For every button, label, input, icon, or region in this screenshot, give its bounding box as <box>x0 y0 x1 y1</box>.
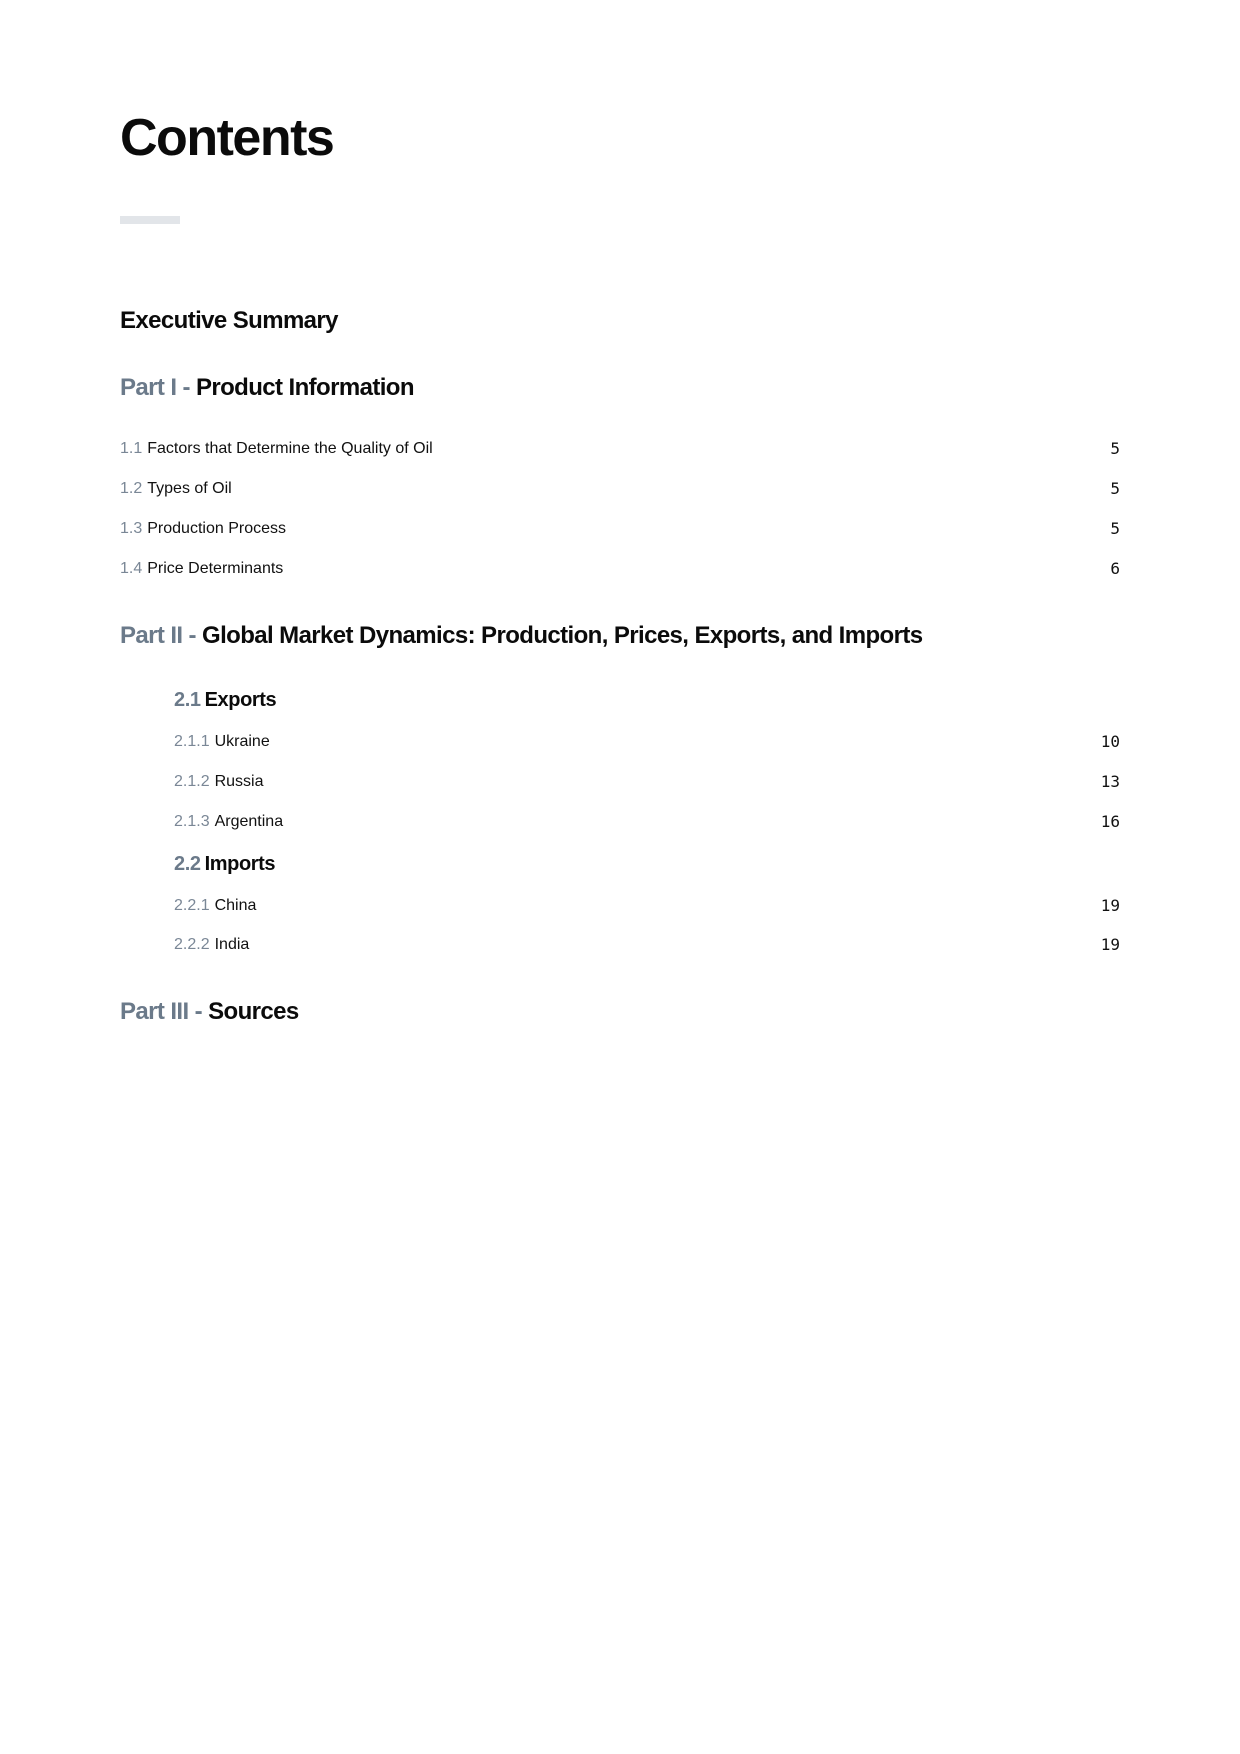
entry-page-number: 19 <box>1100 935 1120 954</box>
entry-label: Price Determinants <box>147 560 284 577</box>
entry-number: 1.3 <box>120 520 143 537</box>
part-prefix: Part I - <box>120 374 190 401</box>
entry-label: India <box>214 936 250 953</box>
section-title: Exports <box>204 689 277 711</box>
toc-executive-summary[interactable]: Executive Summary <box>120 307 338 334</box>
entry-number: 1.4 <box>120 560 143 577</box>
section-number: 2.2 <box>174 853 201 875</box>
toc-entry[interactable] <box>174 730 1120 754</box>
toc-entry[interactable] <box>174 933 1120 957</box>
toc-entry[interactable] <box>174 894 1120 918</box>
section-number: 2.1 <box>174 689 201 711</box>
toc-entry[interactable] <box>174 770 1120 794</box>
entry-page-number: 5 <box>1110 479 1120 498</box>
entry-label: Ukraine <box>214 733 270 750</box>
part-title: Sources <box>208 998 299 1025</box>
toc-entry[interactable] <box>120 517 1120 541</box>
entry-page-number: 6 <box>1110 559 1120 578</box>
entry-page-number: 13 <box>1100 772 1120 791</box>
entry-label: Argentina <box>214 813 284 830</box>
title-underline-divider <box>120 216 180 224</box>
entry-label: Russia <box>214 773 264 790</box>
entry-page-number: 16 <box>1100 812 1120 831</box>
part-title: Global Market Dynamics: Production, Prices, Exports, and Imports <box>202 622 923 649</box>
entry-label: China <box>214 897 257 914</box>
entry-number: 2.1.1 <box>174 733 210 750</box>
toc-part-2-heading[interactable] <box>120 621 922 651</box>
section-title: Imports <box>204 853 276 875</box>
entry-page-number: 19 <box>1100 896 1120 915</box>
entry-number: 1.2 <box>120 480 143 497</box>
entry-label: Production Process <box>147 520 286 537</box>
entry-label: Factors that Determine the Quality of Oil <box>147 440 433 457</box>
entry-number: 2.2.2 <box>174 936 210 953</box>
toc-entry[interactable] <box>174 810 1120 834</box>
entry-label: Types of Oil <box>147 480 232 497</box>
toc-part-3-heading[interactable] <box>120 997 299 1027</box>
toc-part-1-heading[interactable] <box>120 373 414 403</box>
entry-page-number: 5 <box>1110 519 1120 538</box>
entry-page-number: 10 <box>1100 732 1120 751</box>
part-prefix: Part II - <box>120 622 196 649</box>
entry-number: 2.2.1 <box>174 897 210 914</box>
part-title: Product Information <box>195 374 414 401</box>
entry-number: 2.1.3 <box>174 813 210 830</box>
part-prefix: Part III - <box>120 998 203 1025</box>
entry-page-number: 5 <box>1110 439 1120 458</box>
toc-entry[interactable] <box>120 557 1120 581</box>
toc-entry[interactable] <box>120 437 1120 461</box>
page-title: Contents <box>120 109 334 167</box>
toc-section-imports[interactable] <box>174 851 275 877</box>
entry-number: 1.1 <box>120 440 143 457</box>
entry-number: 2.1.2 <box>174 773 210 790</box>
toc-entry[interactable] <box>120 477 1120 501</box>
toc-section-exports[interactable] <box>174 687 276 713</box>
